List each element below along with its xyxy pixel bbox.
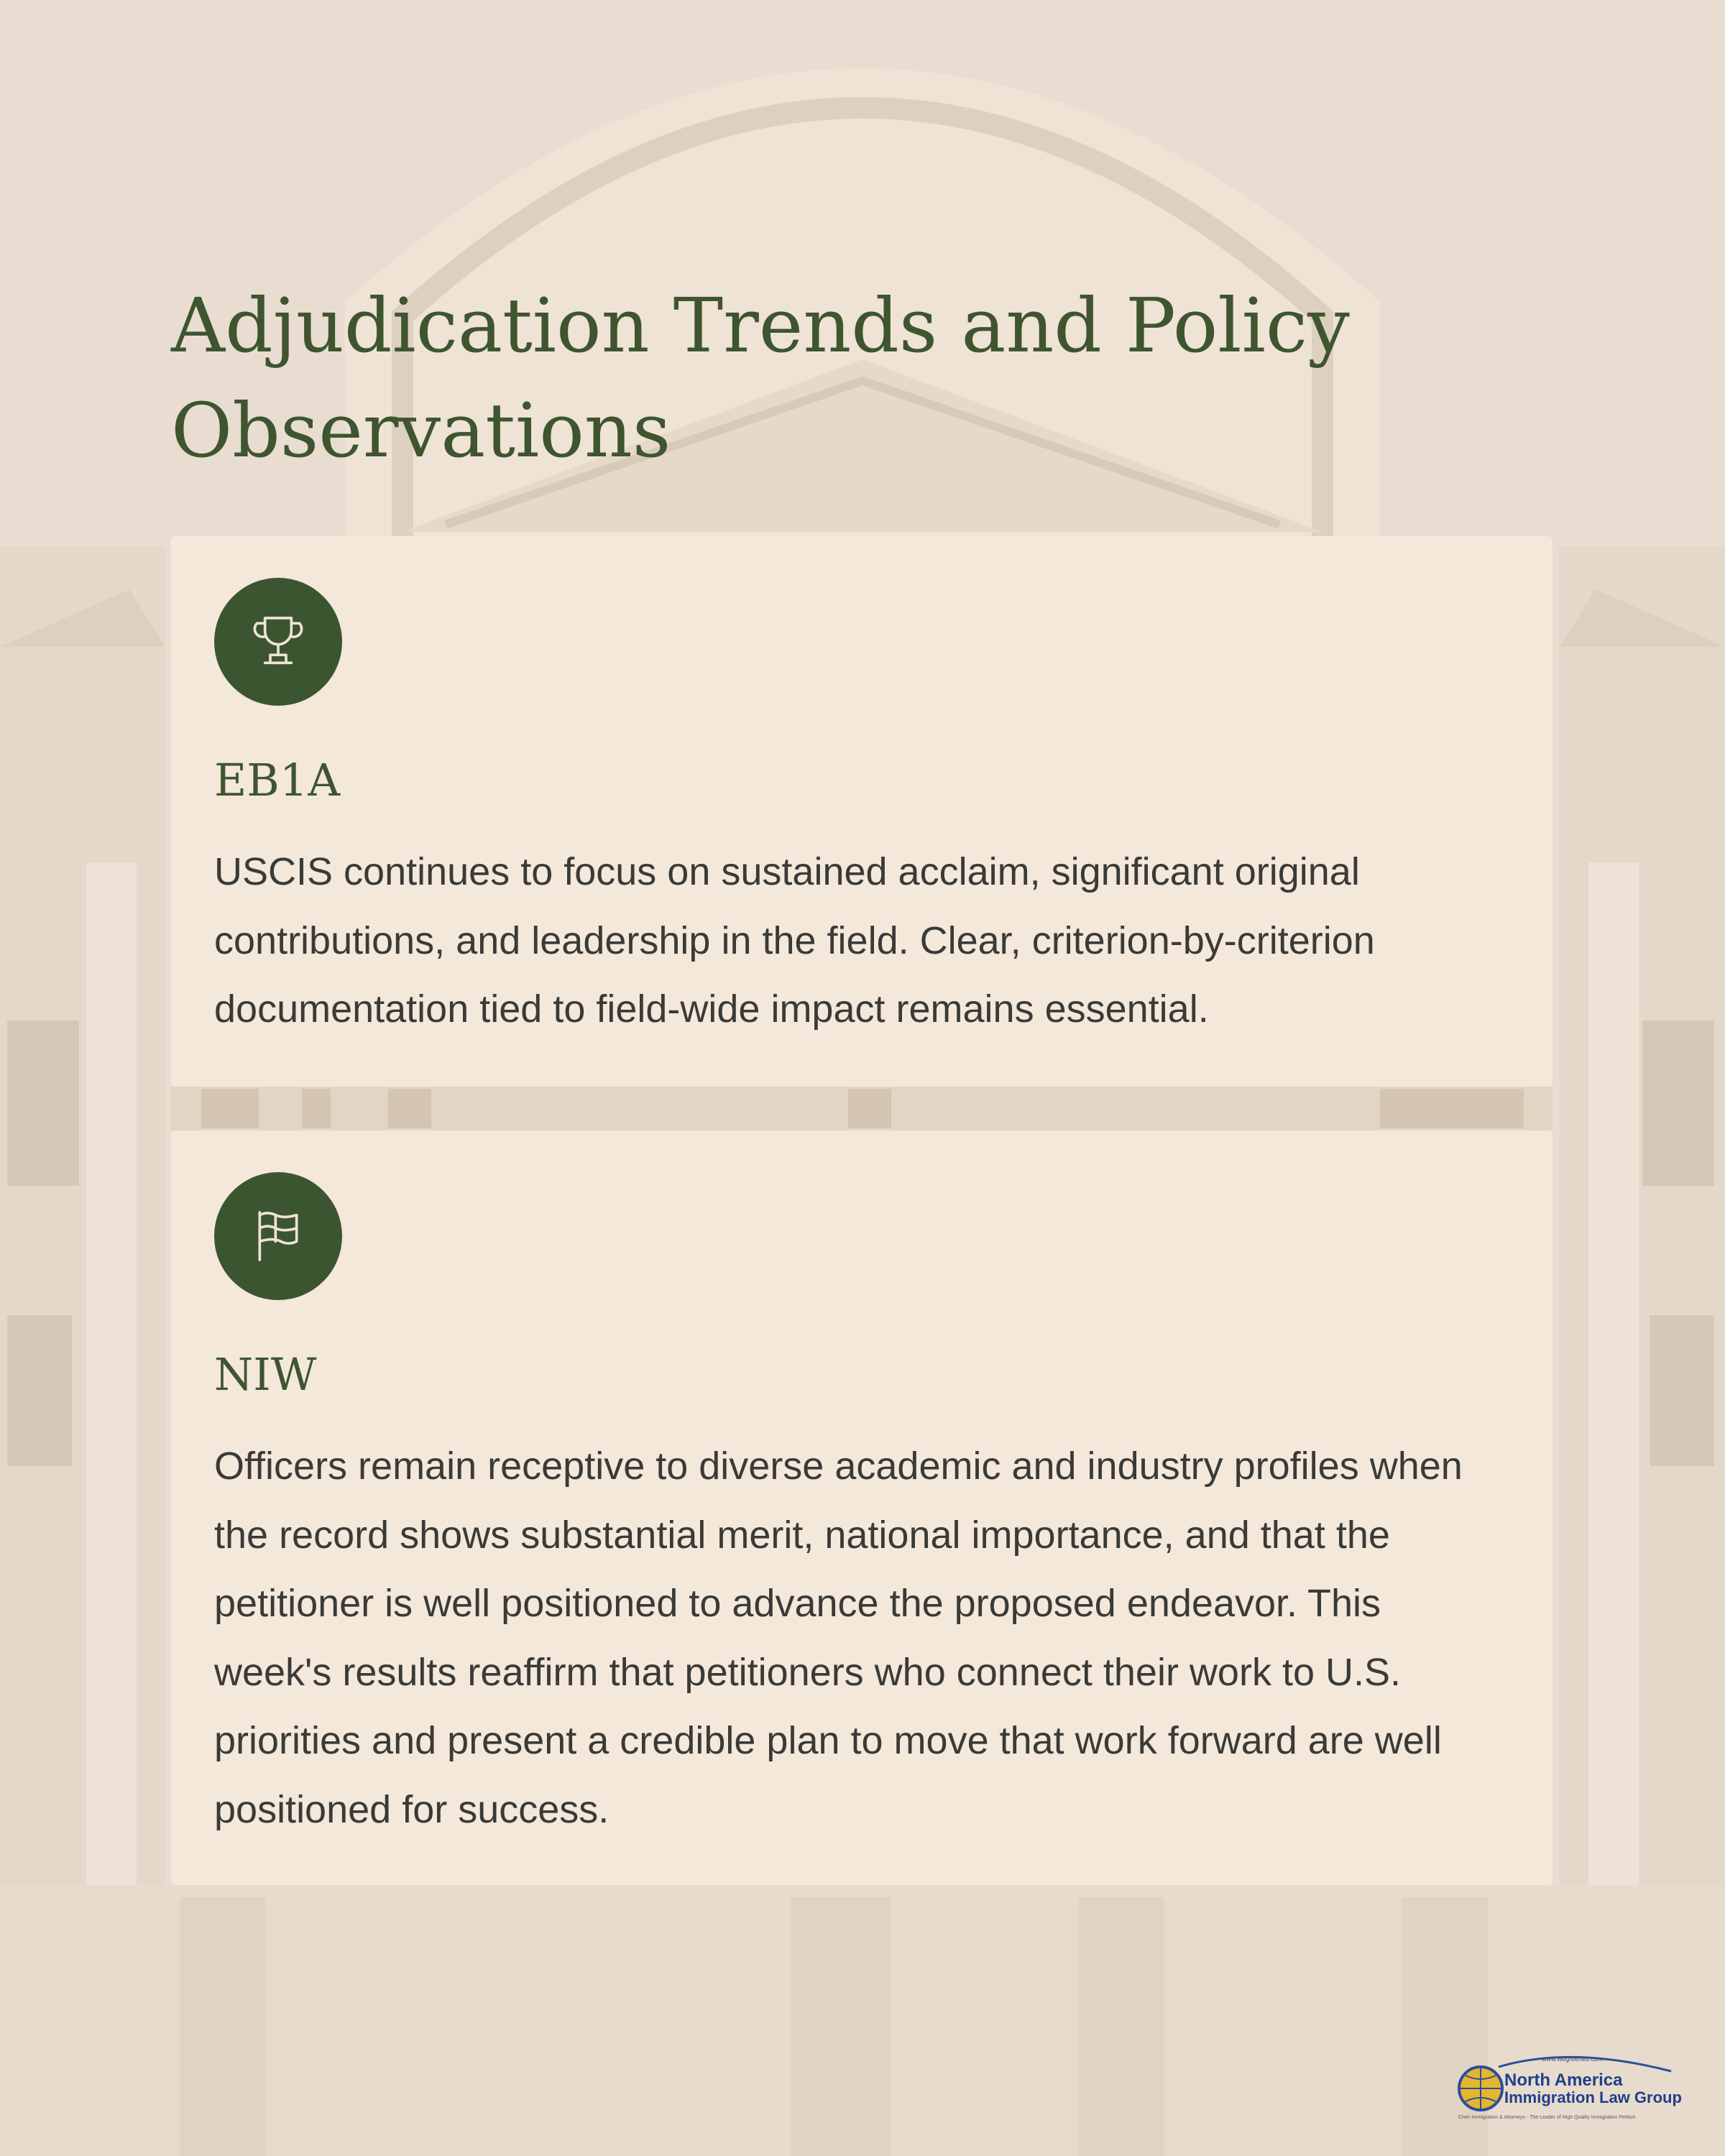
trophy-icon — [247, 610, 310, 673]
logo-tagline: Chen Immigration & Attorneys - The Leader of High Quality Immigration Petition — [1458, 2115, 1636, 2120]
page-title: Adjudication Trends and Policy Observations — [171, 282, 1350, 474]
trophy-icon-badge — [214, 578, 342, 706]
flag-icon — [247, 1204, 310, 1268]
card-heading-niw: NIW — [214, 1348, 317, 1401]
logo-url-text: www.wegreened.com — [1542, 2055, 1604, 2063]
flag-icon-badge — [214, 1172, 342, 1300]
card-text-eb1a: USCIS continues to focus on sustained acclaim, significant original contributions, and leadership in the field. Clear, criterion-by-criterion documentation tied to field-wide impact remains essential. — [214, 850, 1375, 1031]
logo-name-line2: Immigration Law Group — [1504, 2088, 1682, 2106]
card-text-niw: Officers remain receptive to diverse academic and industry profiles when the record shows substantial merit, national importance, and that the petitioner is well positioned to advance the proposed endeavor. This week's results reaffirm that petitioners who connect their work to U.S. priorities and present a credible plan to move that work forward are well positioned for success. — [214, 1445, 1463, 1831]
eb1a-card — [171, 536, 1552, 1087]
logo-name-line1: North America — [1504, 2070, 1623, 2090]
niw-card — [171, 1130, 1552, 1885]
card-heading-eb1a: EB1A — [214, 754, 341, 806]
company-logo — [1455, 2047, 1685, 2126]
